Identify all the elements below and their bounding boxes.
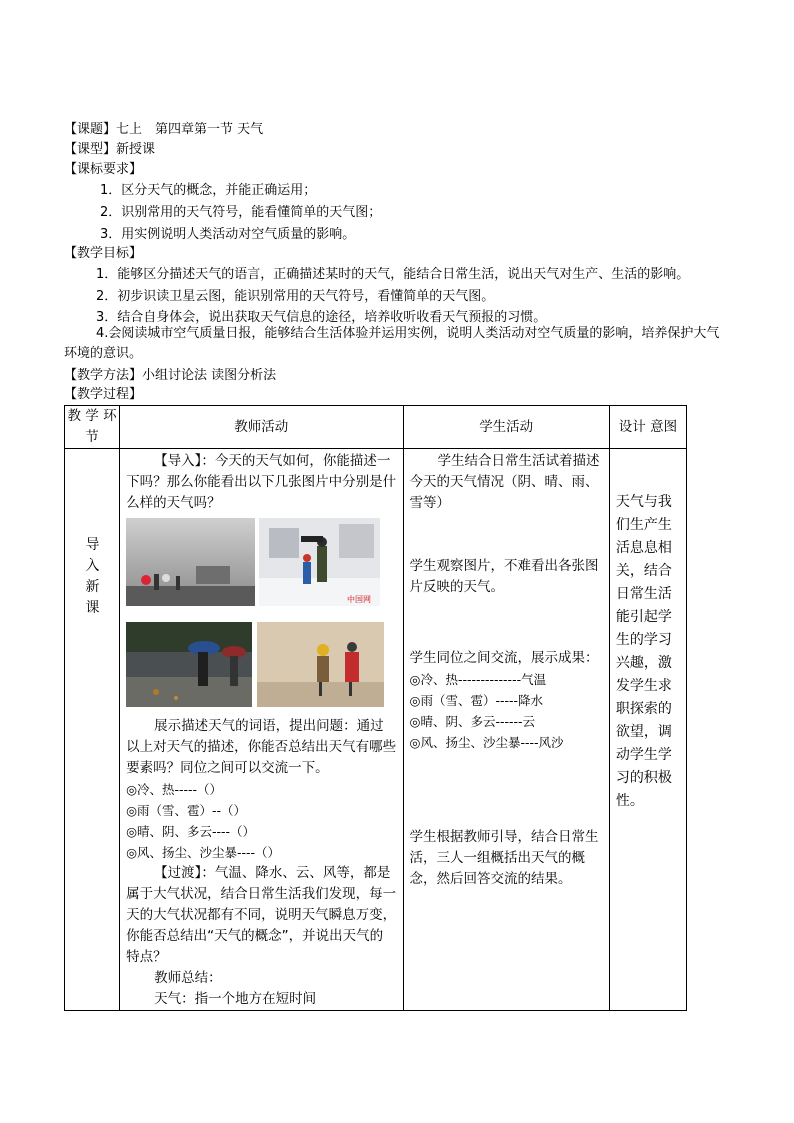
- standard-item: 2．识别常用的天气符号，能看懂简单的天气图；: [100, 205, 382, 220]
- teacher-intro: 【导入】：今天的天气如何，你能描述一下吗？那么你能看出以下几张图片中分别是什么样的天气吗？: [126, 453, 397, 511]
- design-cell: [609, 449, 686, 1011]
- teacher-show: 展示描述天气的词语，提出问题：通过以上对天气的描述，你能否总结出天气有哪些要素吗？同位之间可以交流一下。: [126, 718, 397, 776]
- goals-title: 【教学目标】: [64, 246, 143, 261]
- teacher-item: ◎风、扬尘、沙尘暴----（）: [126, 845, 281, 860]
- teacher-item: ◎冷、热-----（）: [126, 782, 223, 797]
- standard-item: 1．区分天气的概念，并能正确运用；: [100, 183, 317, 198]
- table-row: [65, 449, 687, 1011]
- student-text: 学生观察图片，不难看出各张图片反映的天气。: [409, 558, 599, 595]
- goal-item: 2．初步识读卫星云图，能识别常用的天气符号，看懂简单的天气图。: [96, 289, 495, 304]
- stage-cell: [65, 449, 120, 1011]
- teacher-summary: 天气：指一个地方在短时间: [154, 991, 317, 1007]
- teacher-item: ◎雨（雪、雹）--（）: [126, 803, 247, 818]
- snow-photo: [259, 518, 380, 606]
- weather-photos: [126, 518, 396, 710]
- lesson-topic: 【课题】七上 第四章第一节 天气: [64, 122, 264, 137]
- teacher-item: ◎晴、阴、多云----（）: [126, 824, 256, 839]
- header-teacher: 教师活动: [120, 406, 403, 449]
- process-title: 【教学过程】: [64, 387, 143, 402]
- teaching-method: 【教学方法】小组讨论法 读图分析法: [64, 368, 277, 383]
- header-stage: 教 学 环节: [65, 406, 120, 449]
- rain-photo: [126, 622, 252, 707]
- student-item: ◎风、扬尘、沙尘暴----风沙: [409, 735, 564, 750]
- student-cell: [403, 449, 609, 1011]
- goal-item: 3．结合自身体会，说出获取天气信息的途径，培养收听收看天气预报的习惯。: [96, 310, 547, 325]
- student-text: 学生结合日常生活试着描述今天的天气情况（阴、晴、雨、雪等）: [409, 453, 600, 511]
- goal-item: 1．能够区分描述天气的语言，正确描述某时的天气，能结合日常生活，说出天气对生产、生活的影响。: [96, 267, 690, 282]
- goal-item: 4.会阅读城市空气质量日报，能够结合生活体验并运用实例，说明人类活动对空气质量的影响，培养保护大气环境的意识。: [64, 326, 720, 361]
- header-student: 学生活动: [403, 406, 609, 449]
- teacher-cell: [120, 449, 403, 1011]
- student-item: ◎晴、阴、多云------云: [409, 714, 536, 729]
- teacher-transition: 【过渡】：气温、降水、云、风等，都是属于大气状况，结合日常生活我们发现，每一天的大气状况都有不同，说明天气瞬息万变，你能否总结出“天气的概念”，并说出天气的特点？: [126, 865, 397, 965]
- teaching-process-table: [64, 405, 687, 1011]
- standard-item: 3．用实例说明人类活动对空气质量的影响。: [100, 227, 356, 242]
- teacher-summary-label: 教师总结：: [154, 970, 222, 986]
- standards-title: 【课标要求】: [64, 162, 143, 177]
- fog-photo: [126, 518, 255, 606]
- stage-label: 导 入 新 课: [85, 537, 100, 616]
- design-intent: 天气与我们生产生活息息相关，结合日常生活能引起学生的学习兴趣，激发学生求职探索的欲望，调动学生学习的积极性。: [615, 494, 672, 809]
- svg-text:中国网: 中国网: [347, 595, 372, 604]
- student-item: ◎雨（雪、雹）-----降水: [409, 693, 543, 708]
- table-header-row: [65, 406, 687, 449]
- header-design: 设计 意图: [609, 406, 686, 449]
- student-text: 学生根据教师引导，结合日常生活，三人一组概括出天气的概念，然后回答交流的结果。: [409, 829, 599, 887]
- student-text: 学生同位之间交流，展示成果：: [409, 650, 599, 666]
- sandstorm-photo: [257, 622, 384, 707]
- student-item: ◎冷、热--------------气温: [409, 672, 547, 687]
- lesson-type: 【课型】新授课: [64, 142, 156, 157]
